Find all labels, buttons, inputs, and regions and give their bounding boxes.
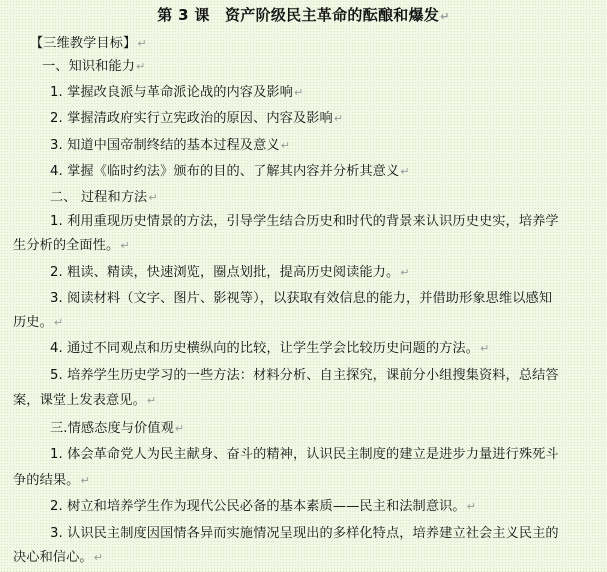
line-text: 2. 粗读、精读，快速浏览，圈点划批，提高历史阅读能力。 bbox=[50, 265, 400, 280]
lesson-title-text: 第 3 课 资产阶级民主革命的酝酿和爆发 bbox=[157, 6, 440, 24]
text-line bbox=[50, 137, 290, 155]
line-text: 4. 通过不同观点和历史横纵向的比较，让学生学会比较历史问题的方法。 bbox=[50, 341, 479, 356]
line-text: 2. 树立和培养学生作为现代公民必备的基本素质——民主和法制意识。 bbox=[50, 499, 466, 514]
line-text: 5. 培养学生历史学习的一些方法：材料分析、自主探究，课前分小组搜集资料，总结答 bbox=[50, 368, 559, 383]
line-text: 争的结果。 bbox=[13, 473, 80, 488]
line-text: 生分析的全面性。 bbox=[13, 238, 120, 253]
text-line bbox=[50, 446, 559, 464]
paragraph-mark-icon: ↵ bbox=[293, 86, 304, 99]
line-text: 决心和信心。 bbox=[13, 550, 93, 565]
line-text: 历史。 bbox=[13, 315, 53, 330]
text-line bbox=[42, 58, 145, 76]
text-line bbox=[13, 314, 63, 332]
text-line bbox=[50, 498, 476, 516]
line-text: 4. 掌握《临时约法》颁布的目的、了解其内容并分析其意义 bbox=[50, 164, 400, 179]
line-text: 【三维教学目标】 bbox=[30, 36, 137, 51]
paragraph-mark-icon: ↵ bbox=[80, 474, 90, 487]
text-line bbox=[50, 420, 184, 438]
text-line bbox=[50, 110, 343, 128]
text-line bbox=[50, 525, 559, 543]
line-text: 1. 利用重现历史情景的方法，引导学生结合历史和时代的背景来认识历史史实，培养学 bbox=[50, 214, 559, 229]
line-text: 3. 阅读材料（文字、图片、影视等），以获取有效信息的能力，并借助形象思维以感知 bbox=[50, 291, 553, 306]
line-text: 三.情感态度与价值观 bbox=[50, 421, 174, 436]
paragraph-mark-icon: ↵ bbox=[148, 191, 158, 204]
line-text: 3. 知道中国帝制终结的基本过程及意义 bbox=[50, 138, 280, 153]
paragraph-mark-icon: ↵ bbox=[479, 342, 490, 355]
text-line bbox=[50, 340, 489, 358]
paragraph-mark-icon: ↵ bbox=[53, 316, 64, 329]
paragraph-mark-icon: ↵ bbox=[440, 10, 450, 23]
paragraph-mark-icon: ↵ bbox=[466, 500, 477, 513]
paragraph-mark-icon: ↵ bbox=[136, 60, 146, 73]
paragraph-mark-icon: ↵ bbox=[93, 551, 104, 564]
line-text: 1. 掌握改良派与革命派论战的内容及影响 bbox=[50, 85, 293, 100]
paragraph-mark-icon: ↵ bbox=[400, 266, 410, 279]
paragraph-mark-icon: ↵ bbox=[137, 37, 147, 50]
line-text: 3. 认识民主制度因国情各异而实施情况呈现出的多样化特点，培养建立社会主义民主的 bbox=[50, 526, 559, 541]
text-line bbox=[50, 290, 552, 308]
lesson-title bbox=[0, 5, 607, 27]
paragraph-mark-icon: ↵ bbox=[146, 394, 157, 407]
line-text: 1. 体会革命党人为民主献身、奋斗的精神，认识民主制度的建立是进步力量进行殊死斗 bbox=[50, 447, 559, 462]
line-text: 一、知识和能力 bbox=[42, 59, 136, 74]
text-line bbox=[13, 237, 130, 255]
line-text: 二、 过程和方法 bbox=[50, 190, 148, 205]
text-line bbox=[50, 367, 559, 385]
paragraph-mark-icon: ↵ bbox=[400, 165, 410, 178]
paragraph-mark-icon: ↵ bbox=[174, 422, 185, 435]
paragraph-mark-icon: ↵ bbox=[333, 112, 344, 125]
line-text: 案，课堂上发表意见。 bbox=[13, 393, 146, 408]
text-line bbox=[13, 549, 103, 567]
paragraph-mark-icon: ↵ bbox=[280, 139, 291, 152]
text-line bbox=[50, 84, 303, 102]
text-line bbox=[50, 163, 410, 181]
text-line bbox=[50, 189, 158, 207]
line-text: 2. 掌握清政府实行立宪政治的原因、内容及影响 bbox=[50, 111, 333, 126]
text-line bbox=[50, 264, 410, 282]
text-line bbox=[13, 472, 90, 490]
text-line bbox=[30, 35, 147, 53]
paragraph-mark-icon: ↵ bbox=[120, 239, 130, 252]
text-line bbox=[50, 213, 559, 231]
text-line bbox=[13, 392, 156, 410]
